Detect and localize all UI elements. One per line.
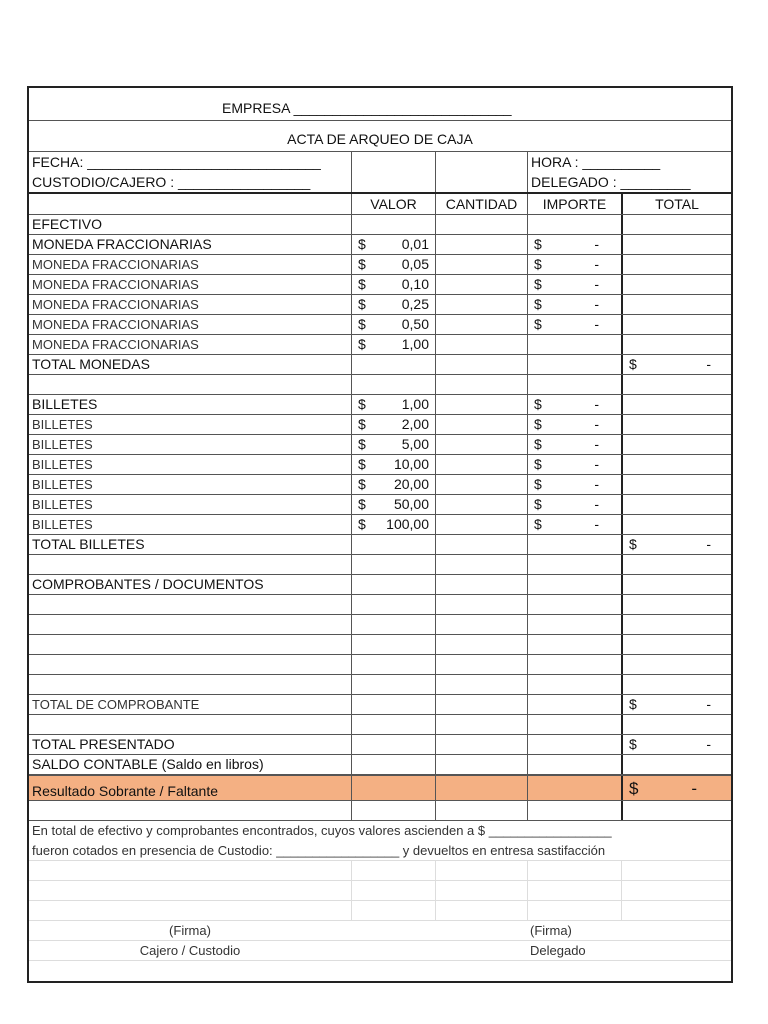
total-presentado-row-label: TOTAL PRESENTADO [32, 736, 175, 752]
row-cargo [29, 941, 731, 961]
valor-currency-sign: $ [358, 416, 366, 432]
valor-currency-sign: $ [358, 276, 366, 292]
firma-delegado: (Firma) [530, 923, 572, 938]
moneda-row-valor [351, 255, 435, 274]
billete-row-importe [527, 415, 621, 434]
total-monedas-row-total [621, 355, 731, 374]
importe-amount: - [594, 456, 599, 472]
valor-amount: 0,10 [401, 276, 429, 292]
importe-amount: - [594, 236, 599, 252]
billete-row-importe [527, 455, 621, 474]
billete-row-cantidad[interactable] [435, 455, 527, 474]
row-footer-1 [29, 821, 731, 841]
billete-row-valor [351, 515, 435, 534]
importe-currency-sign: $ [534, 256, 542, 272]
importe-currency-sign: $ [534, 276, 542, 292]
blank-row [29, 801, 731, 821]
valor-amount: 0,05 [401, 256, 429, 272]
page-title: ACTA DE ARQUEO DE CAJA [287, 131, 473, 147]
billete-row [29, 415, 731, 435]
billete-row-label: BILLETES [32, 497, 93, 512]
total-billetes-row-total [621, 535, 731, 554]
total-monedas-row [29, 355, 731, 375]
billete-row [29, 455, 731, 475]
moneda-row-total [621, 295, 731, 314]
footer-blank-row [29, 861, 731, 881]
moneda-row [29, 235, 731, 255]
moneda-row [29, 295, 731, 315]
billete-row-cantidad[interactable] [435, 515, 527, 534]
valor-currency-sign: $ [358, 456, 366, 472]
resultado-label: Resultado Sobrante / Faltante [32, 783, 219, 799]
blank-row [29, 715, 731, 735]
importe-currency-sign: $ [534, 496, 542, 512]
moneda-row-cantidad[interactable] [435, 235, 527, 254]
total-monedas-row-label: TOTAL MONEDAS [32, 356, 150, 372]
importe-currency-sign: $ [534, 236, 542, 252]
billete-row-valor [351, 415, 435, 434]
resultado-currency-sign: $ [629, 779, 639, 798]
moneda-row-label: MONEDA FRACCIONARIAS [32, 257, 199, 272]
total-currency-sign: $ [629, 736, 637, 752]
total-currency-sign: $ [629, 696, 637, 712]
moneda-row-cantidad[interactable] [435, 335, 527, 354]
firma-cajero: (Firma) [169, 923, 211, 938]
comprobante-row [29, 615, 731, 635]
column-header-row [29, 194, 731, 215]
billete-row-importe [527, 395, 621, 414]
footer-blank-row [29, 881, 731, 901]
blank-row [29, 555, 731, 575]
billete-row-total [621, 495, 731, 514]
moneda-row-cantidad[interactable] [435, 315, 527, 334]
billete-row-total [621, 415, 731, 434]
blank-row [29, 375, 731, 395]
importe-amount: - [594, 396, 599, 412]
importe-currency-sign: $ [534, 476, 542, 492]
billete-row-total [621, 435, 731, 454]
col-cantidad: CANTIDAD [435, 194, 527, 214]
moneda-row-valor [351, 315, 435, 334]
resultado-amount: - [691, 779, 697, 798]
billete-row-valor [351, 455, 435, 474]
moneda-row-label: MONEDA FRACCIONARIAS [32, 317, 199, 332]
valor-amount: 0,01 [401, 236, 429, 252]
moneda-row-valor [351, 335, 435, 354]
cargo-delegado: Delegado [530, 943, 586, 958]
billete-row-total [621, 475, 731, 494]
valor-amount: 1,00 [401, 396, 429, 412]
total-billetes-row-label: TOTAL BILLETES [32, 536, 145, 552]
moneda-row [29, 335, 731, 355]
importe-currency-sign: $ [534, 436, 542, 452]
valor-amount: 20,00 [393, 476, 429, 492]
importe-currency-sign: $ [534, 296, 542, 312]
empresa-field[interactable]: EMPRESA ____________________________ [222, 100, 512, 116]
valor-amount: 0,50 [401, 316, 429, 332]
moneda-row-importe [527, 255, 621, 274]
valor-currency-sign: $ [358, 436, 366, 452]
valor-currency-sign: $ [358, 236, 366, 252]
row-empresa [29, 88, 731, 121]
row-comprobantes [29, 575, 731, 595]
footer-blank-row [29, 901, 731, 921]
valor-currency-sign: $ [358, 396, 366, 412]
row-firma [29, 921, 731, 941]
valor-amount: 50,00 [393, 496, 429, 512]
section-efectivo: EFECTIVO [32, 216, 103, 232]
footer-text-2: fueron cotados en presencia de Custodio: _________________ y devueltos en entresa sastifacción [32, 843, 606, 858]
comprobante-row [29, 655, 731, 675]
importe-amount: - [594, 416, 599, 432]
billete-row-cantidad[interactable] [435, 475, 527, 494]
section-comprobantes: COMPROBANTES / DOCUMENTOS [32, 576, 264, 592]
importe-amount: - [594, 296, 599, 312]
row-custodio [29, 173, 731, 194]
valor-amount: 1,00 [401, 336, 429, 352]
moneda-row-total [621, 255, 731, 274]
billete-row-importe [527, 515, 621, 534]
delegado-field[interactable]: DELEGADO : _________ [527, 173, 731, 192]
resultado-total [621, 776, 731, 800]
moneda-row-label: MONEDA FRACCIONARIAS [32, 297, 199, 312]
billete-row-label: BILLETES [32, 396, 98, 412]
billete-row [29, 395, 731, 415]
importe-amount: - [594, 436, 599, 452]
cargo-cajero: Cajero / Custodio [139, 943, 241, 958]
importe-amount: - [594, 516, 599, 532]
billete-row-total [621, 395, 731, 414]
importe-currency-sign: $ [534, 396, 542, 412]
total-amount: - [706, 536, 711, 552]
billete-row-cantidad[interactable] [435, 435, 527, 454]
comprobante-row [29, 675, 731, 695]
total-billetes-row [29, 535, 731, 555]
billete-row-valor [351, 435, 435, 454]
moneda-row [29, 315, 731, 335]
resultado-row [29, 775, 731, 801]
valor-currency-sign: $ [358, 496, 366, 512]
comprobante-row [29, 595, 731, 615]
billete-row-label: BILLETES [32, 517, 93, 532]
billete-row-label: BILLETES [32, 437, 93, 452]
valor-currency-sign: $ [358, 516, 366, 532]
valor-amount: 0,25 [401, 296, 429, 312]
billete-row-valor [351, 495, 435, 514]
billete-row-importe [527, 495, 621, 514]
billete-row-importe [527, 435, 621, 454]
total-comprobante-row [29, 695, 731, 715]
moneda-row-importe [527, 235, 621, 254]
total-comprobante-label: TOTAL DE COMPROBANTE [32, 697, 200, 712]
moneda-row [29, 275, 731, 295]
valor-currency-sign: $ [358, 476, 366, 492]
moneda-row-label: MONEDA FRACCIONARIAS [32, 236, 212, 252]
billete-row-valor [351, 475, 435, 494]
row-efectivo [29, 215, 731, 235]
moneda-row-valor [351, 235, 435, 254]
billete-row-label: BILLETES [32, 417, 93, 432]
moneda-row-importe [527, 295, 621, 314]
importe-amount: - [594, 476, 599, 492]
importe-currency-sign: $ [534, 516, 542, 532]
importe-amount: - [594, 256, 599, 272]
valor-amount: 2,00 [401, 416, 429, 432]
billete-row-total [621, 515, 731, 534]
moneda-row-label: MONEDA FRACCIONARIAS [32, 277, 199, 292]
moneda-row-cantidad[interactable] [435, 295, 527, 314]
footer-text-1: En total de efectivo y comprobantes encontrados, cuyos valores ascienden a $ _________________ [32, 823, 612, 838]
custodio-field[interactable]: CUSTODIO/CAJERO : _________________ [32, 174, 311, 190]
billete-row-cantidad[interactable] [435, 395, 527, 414]
moneda-row-importe [527, 335, 621, 354]
moneda-row-total [621, 335, 731, 354]
total-amount: - [706, 356, 711, 372]
saldo-contable-row [29, 755, 731, 775]
moneda-row-total [621, 315, 731, 334]
moneda-row-total [621, 275, 731, 294]
moneda-row [29, 255, 731, 275]
total-currency-sign: $ [629, 536, 637, 552]
col-importe: IMPORTE [527, 194, 621, 214]
importe-currency-sign: $ [534, 316, 542, 332]
row-titulo [29, 121, 731, 152]
saldo-contable-label: SALDO CONTABLE (Saldo en libros) [32, 756, 264, 772]
total-comprobante-total [621, 695, 731, 714]
billete-row-total [621, 455, 731, 474]
col-total: TOTAL [621, 194, 731, 214]
billete-row-label: BILLETES [32, 477, 93, 492]
billete-row-label: BILLETES [32, 457, 93, 472]
billete-row-cantidad[interactable] [435, 415, 527, 434]
moneda-row-cantidad[interactable] [435, 255, 527, 274]
comprobante-row [29, 635, 731, 655]
row-fecha [29, 152, 731, 173]
total-amount: - [706, 736, 711, 752]
hora-field[interactable]: HORA : __________ [527, 152, 731, 173]
total-presentado-row [29, 735, 731, 755]
moneda-row-valor [351, 295, 435, 314]
valor-amount: 5,00 [401, 436, 429, 452]
billete-row [29, 515, 731, 535]
cash-count-sheet [27, 86, 733, 983]
valor-amount: 10,00 [393, 456, 429, 472]
fecha-field[interactable]: FECHA: ______________________________ [32, 154, 321, 170]
valor-currency-sign: $ [358, 336, 366, 352]
moneda-row-valor [351, 275, 435, 294]
billete-row-cantidad[interactable] [435, 495, 527, 514]
row-footer-2 [29, 841, 731, 861]
importe-amount: - [594, 496, 599, 512]
importe-amount: - [594, 276, 599, 292]
col-valor: VALOR [351, 194, 435, 214]
billete-row [29, 495, 731, 515]
valor-currency-sign: $ [358, 256, 366, 272]
billete-row-importe [527, 475, 621, 494]
importe-currency-sign: $ [534, 456, 542, 472]
billete-row-valor [351, 395, 435, 414]
valor-currency-sign: $ [358, 316, 366, 332]
total-presentado-row-total [621, 735, 731, 754]
total-currency-sign: $ [629, 356, 637, 372]
moneda-row-cantidad[interactable] [435, 275, 527, 294]
valor-currency-sign: $ [358, 296, 366, 312]
valor-amount: 100,00 [386, 516, 429, 532]
moneda-row-total [621, 235, 731, 254]
moneda-row-label: MONEDA FRACCIONARIAS [32, 337, 199, 352]
moneda-row-importe [527, 275, 621, 294]
billete-row [29, 435, 731, 455]
importe-amount: - [594, 316, 599, 332]
total-amount: - [706, 696, 711, 712]
billete-row [29, 475, 731, 495]
importe-currency-sign: $ [534, 416, 542, 432]
moneda-row-importe [527, 315, 621, 334]
